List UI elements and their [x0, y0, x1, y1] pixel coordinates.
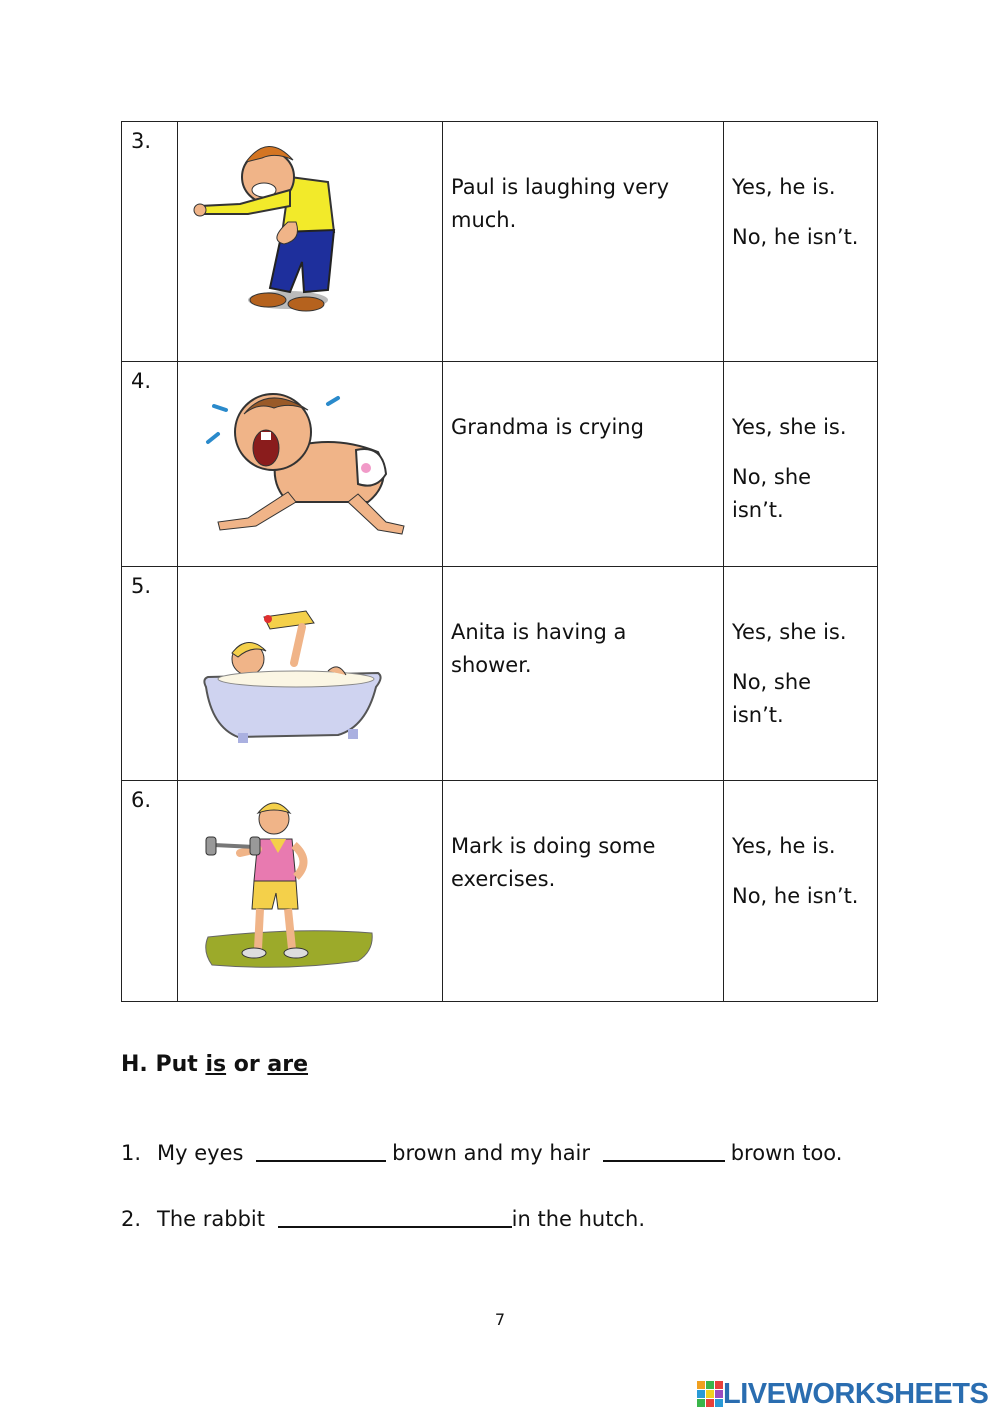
section-letter: H. [121, 1052, 148, 1077]
row-number: 6. [131, 788, 152, 812]
table-row [122, 122, 878, 362]
section-is: is [205, 1052, 227, 1077]
sentence-text: Paul is laughing very much. [451, 175, 670, 232]
section-title [121, 1052, 308, 1077]
answer-cell [724, 567, 878, 781]
answer-yes-option[interactable]: Yes, she is. [732, 415, 847, 439]
picture-cell [178, 122, 443, 362]
exercise-text: in the hutch. [511, 1207, 645, 1231]
table-row [122, 567, 878, 781]
answer-cell [724, 781, 878, 1002]
picture-cell [178, 781, 443, 1002]
logo-icon [697, 1381, 723, 1407]
exercise-text: My eyes [157, 1141, 244, 1165]
answer-yes-option[interactable]: Yes, she is. [732, 620, 847, 644]
exercise-text: brown too. [730, 1141, 843, 1165]
brand-name: LIVEWORKSHEETS [723, 1377, 989, 1410]
exercise-item [121, 1206, 645, 1231]
answer-yes-option[interactable]: Yes, he is. [732, 175, 836, 199]
laughing-boy-image [178, 122, 442, 362]
row-number: 3. [131, 129, 152, 153]
exercise-number: 1. [121, 1141, 142, 1165]
exercise-number: 2. [121, 1207, 142, 1231]
crying-baby-image [178, 362, 442, 567]
answer-no-option[interactable]: No, he isn’t. [732, 884, 859, 908]
answer-cell [724, 362, 878, 567]
row-number: 4. [131, 369, 152, 393]
section-put: Put [155, 1052, 198, 1077]
picture-cell [178, 567, 443, 781]
liveworksheets-logo [697, 1377, 988, 1411]
answer-no-option[interactable]: No, she isn’t. [732, 670, 812, 727]
page-number: 7 [494, 1310, 506, 1329]
section-are: are [267, 1052, 309, 1077]
exercise-item [121, 1140, 842, 1165]
girl-in-bathtub-image [178, 567, 442, 781]
answer-no-option[interactable]: No, she isn’t. [732, 465, 812, 522]
answer-no-option[interactable]: No, he isn’t. [732, 225, 859, 249]
answer-blank[interactable] [278, 1206, 512, 1228]
answer-blank[interactable] [256, 1140, 386, 1162]
section-or: or [233, 1052, 260, 1077]
answer-yes-option[interactable]: Yes, he is. [732, 834, 836, 858]
exercise-text: brown and my hair [392, 1141, 591, 1165]
answer-table [121, 121, 878, 1002]
row-number: 5. [131, 574, 152, 598]
sentence-text: Grandma is crying [451, 415, 644, 439]
answer-cell [724, 122, 878, 362]
exercise-text: The rabbit [157, 1207, 265, 1231]
picture-cell [178, 362, 443, 567]
sentence-text: Anita is having a shower. [451, 620, 627, 677]
table-row [122, 362, 878, 567]
boy-lifting-dumbbell-image [178, 781, 442, 1002]
table-row [122, 781, 878, 1002]
sentence-text: Mark is doing some exercises. [451, 834, 656, 891]
answer-blank[interactable] [603, 1140, 725, 1162]
